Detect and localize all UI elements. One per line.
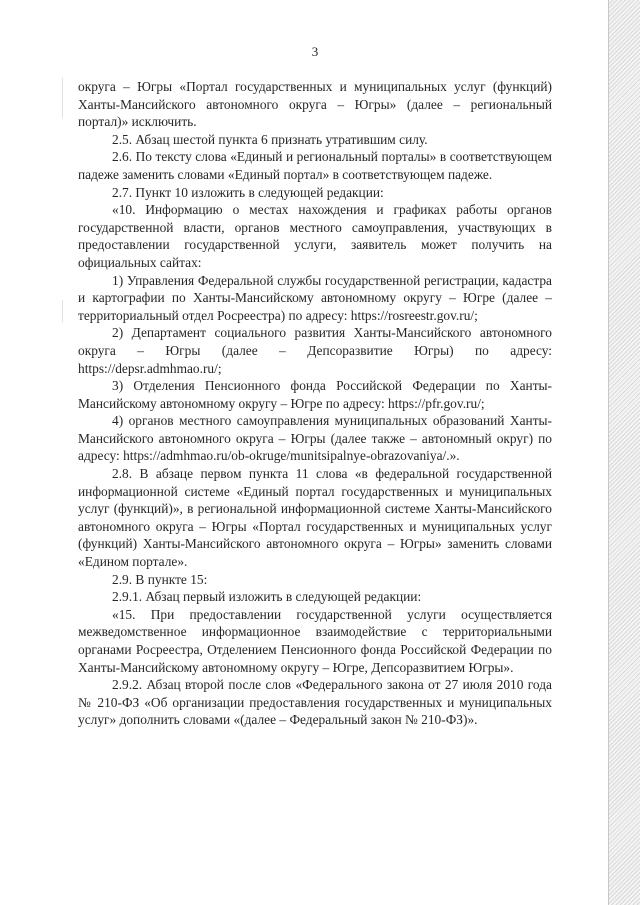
paragraph: «10. Информацию о местах нахождения и графиках работы органов государственной власти, органов местного самоуправления, участвующих в предоставлении государственной услуги, заявитель может получить на официальных сайтах:: [78, 202, 552, 270]
paragraph: 2) Департамент социального развития Ханты-Мансийского автономного округа – Югры (далее – Депсоразвитие Югры) по адресу: https://depsr.admhmao.ru/;: [78, 325, 552, 376]
paragraph: «15. При предоставлении государственной услуги осуществляется межведомственное информационное взаимодействие с территориальными органами Росреестра, Отделением Пенсионного фонда Российской Федерации по Ханты-Мансийскому автономному округу – Югре, Депсоразвитием Югры».: [78, 606, 552, 675]
paragraph: 3) Отделения Пенсионного фонда Российской Федерации по Ханты-Мансийскому автономному округу – Югре по адресу: https://pfr.gov.ru/;: [78, 378, 552, 411]
document-body: [78, 78, 552, 729]
paragraph: 2.5. Абзац шестой пункта 6 признать утратившим силу.: [112, 131, 428, 147]
paragraph: 1) Управления Федеральной службы государственной регистрации, кадастра и картографии по Ханты-Мансийскому автономному округу – Югре (далее – территориальный отдел Росреестра) по адресу: https://rosreestr.gov.ru/;: [78, 272, 552, 323]
scan-edge-line: [608, 0, 609, 905]
paragraph: 4) органов местного самоуправления муниципальных образований Ханты-Мансийского автономного округа – Югры (далее также – автономный округ) по адресу: https://admhmao.ru/ob-okruge/munitsipalnye-obrazovaniya/.».: [78, 413, 552, 464]
paragraph: округа – Югры «Портал государственных и муниципальных услуг (функций) Ханты-Мансийского автономного округа – Югры» (далее – региональный портал)» исключить.: [78, 79, 552, 130]
scan-margin-mark: [62, 78, 63, 118]
paragraph: 2.6. По тексту слова «Единый и региональный порталы» в соответствующем падеже заменить словами «Единый портал» в соответствующем падеже.: [78, 149, 552, 182]
page-number: 3: [311, 44, 319, 59]
paragraph: 2.9. В пункте 15:: [112, 571, 208, 587]
paragraph: 2.9.1. Абзац первый изложить в следующей редакции:: [112, 589, 422, 605]
paragraph: 2.8. В абзаце первом пункта 11 слова «в федеральной государственной информационной системе «Единый портал государственных и муниципальных услуг (функций)», в региональной информационной системе Ханты-Мансийского автономного округа – Югры «Портал государственных и муниципальных услуг (функций) Ханты-Мансийского автономного округа – Югры» заменить словами «Едином портале».: [78, 466, 552, 570]
scan-margin-mark: [62, 300, 63, 322]
paragraph: 2.7. Пункт 10 изложить в следующей редакции:: [112, 184, 384, 200]
paragraph: 2.9.2. Абзац второй после слов «Федерального закона от 27 июля 2010 года № 210-ФЗ «Об организации предоставления государственных и муниципальных услуг» дополнить словами «(далее – Федеральный закон № 210-ФЗ)».: [78, 677, 552, 728]
scan-edge-shadow: [608, 0, 640, 905]
